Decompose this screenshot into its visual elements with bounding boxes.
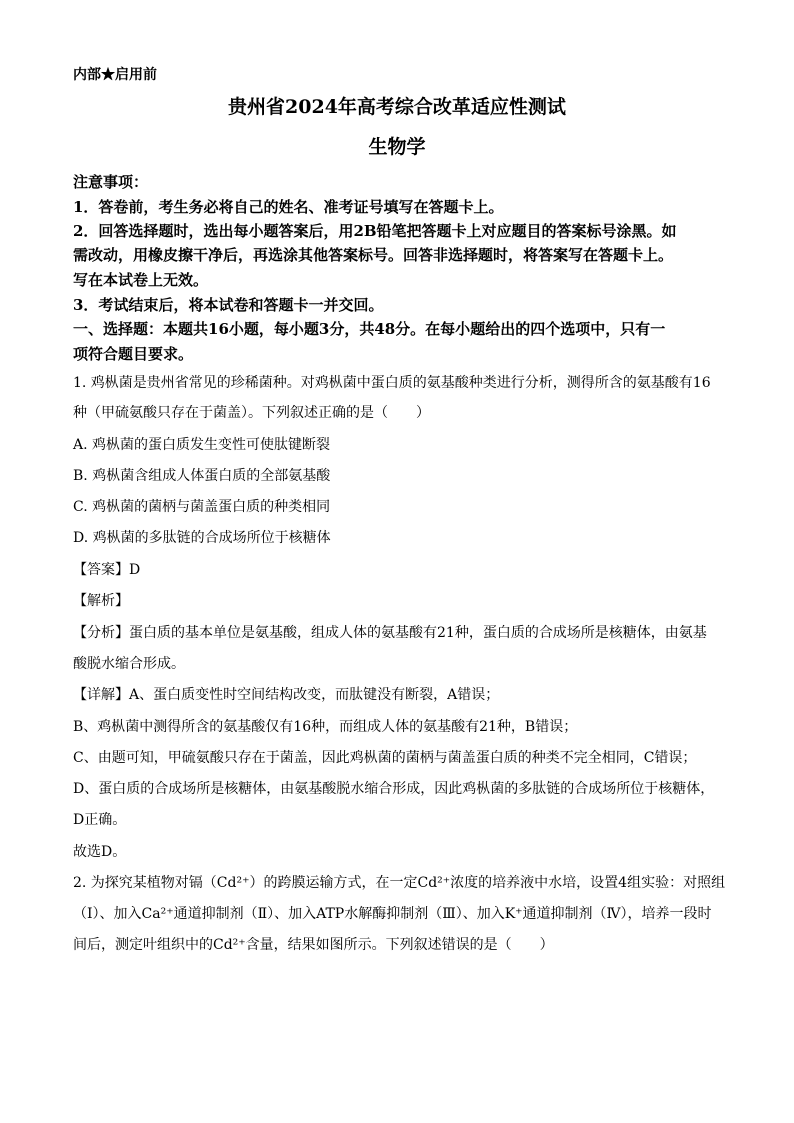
notes-item-2: 2．回答选择题时，选出每小题答案后，用2B铅笔把答题卡上对应题目的答案标号涂黑。如 (73, 222, 677, 240)
notes-item-3: 3．考试结束后，将本试卷和答题卡一并交回。 (73, 296, 384, 314)
q1-stem-cont: 种（甲硫氨酸只存在于菌盖）。下列叙述正确的是（ ） (73, 405, 430, 421)
q1-analysis-label: 【解析】 (73, 593, 129, 609)
notes-item-2-cont2: 写在本试卷上无效。 (73, 271, 209, 289)
q2-stem-cont2: 间后，测定叶组织中的Cd²⁺含量，结果如图所示。下列叙述错误的是（ ） (73, 937, 554, 953)
q1-detail-a: 【详解】A、蛋白质变性时空间结构改变，而肽键没有断裂，A错误； (73, 687, 500, 703)
section-heading-cont: 项符合题目要求。 (73, 345, 194, 363)
exam-title: 贵州省2024年高考综合改革适应性测试 (228, 96, 566, 118)
notes-item-2-cont: 需改动，用橡皮擦干净后，再选涂其他答案标号。回答非选择题时，将答案写在答题卡上。 (73, 246, 674, 264)
q1-option-c: C. 鸡枞菌的菌柄与菌盖蛋白质的种类相同 (73, 499, 331, 515)
confidential-label: 内部★启用前 (73, 67, 157, 83)
q2-stem-cont: （Ⅰ）、加入Ca²⁺通道抑制剂（Ⅱ）、加入ATP水解酶抑制剂（Ⅲ）、加入K⁺通道抑制剂（Ⅳ），培养一段时 (73, 906, 712, 922)
q1-option-d: D. 鸡枞菌的多肽链的合成场所位于核糖体 (73, 530, 331, 546)
q1-fenxi: 【分析】蛋白质的基本单位是氨基酸，组成人体的氨基酸有21种，蛋白质的合成场所是核糖体，由氨基 (73, 625, 707, 641)
q1-option-a: A. 鸡枞菌的蛋白质发生变性可使肽键断裂 (73, 437, 331, 453)
q1-option-b: B. 鸡枞菌含组成人体蛋白质的全部氨基酸 (73, 468, 331, 484)
q1-detail-d: D、蛋白质的合成场所是核糖体，由氨基酸脱水缩合形成，因此鸡枞菌的多肽链的合成场所位于核糖体， (73, 781, 715, 797)
q1-stem: 1. 鸡枞菌是贵州省常见的珍稀菌种。对鸡枞菌中蛋白质的氨基酸种类进行分析，测得所含的氨基酸有16 (73, 375, 711, 391)
notes-item-1: 1．答卷前，考生务必将自己的姓名、准考证号填写在答题卡上。 (73, 198, 504, 216)
subject-title: 生物学 (368, 136, 426, 158)
q1-fenxi-cont: 酸脱水缩合形成。 (73, 656, 185, 672)
section-heading: 一、选择题：本题共16小题，每小题3分，共48分。在每小题给出的四个选项中，只有一 (73, 320, 666, 338)
q1-conclusion: 故选D。 (73, 844, 127, 860)
notes-heading: 注意事项： (73, 173, 149, 191)
q1-detail-b: B、鸡枞菌中测得所含的氨基酸仅有16种，而组成人体的氨基酸有21种，B错误； (73, 719, 578, 735)
q1-detail-c: C、由题可知，甲硫氨酸只存在于菌盖，因此鸡枞菌的菌柄与菌盖蛋白质的种类不完全相同，C错误； (73, 750, 697, 766)
q2-stem: 2. 为探究某植物对镉（Cd²⁺）的跨膜运输方式，在一定Cd²⁺浓度的培养液中水培，设置4组实验：对照组 (73, 875, 726, 891)
q1-answer: 【答案】D (73, 562, 141, 578)
q1-detail-d-cont: D正确。 (73, 812, 127, 828)
